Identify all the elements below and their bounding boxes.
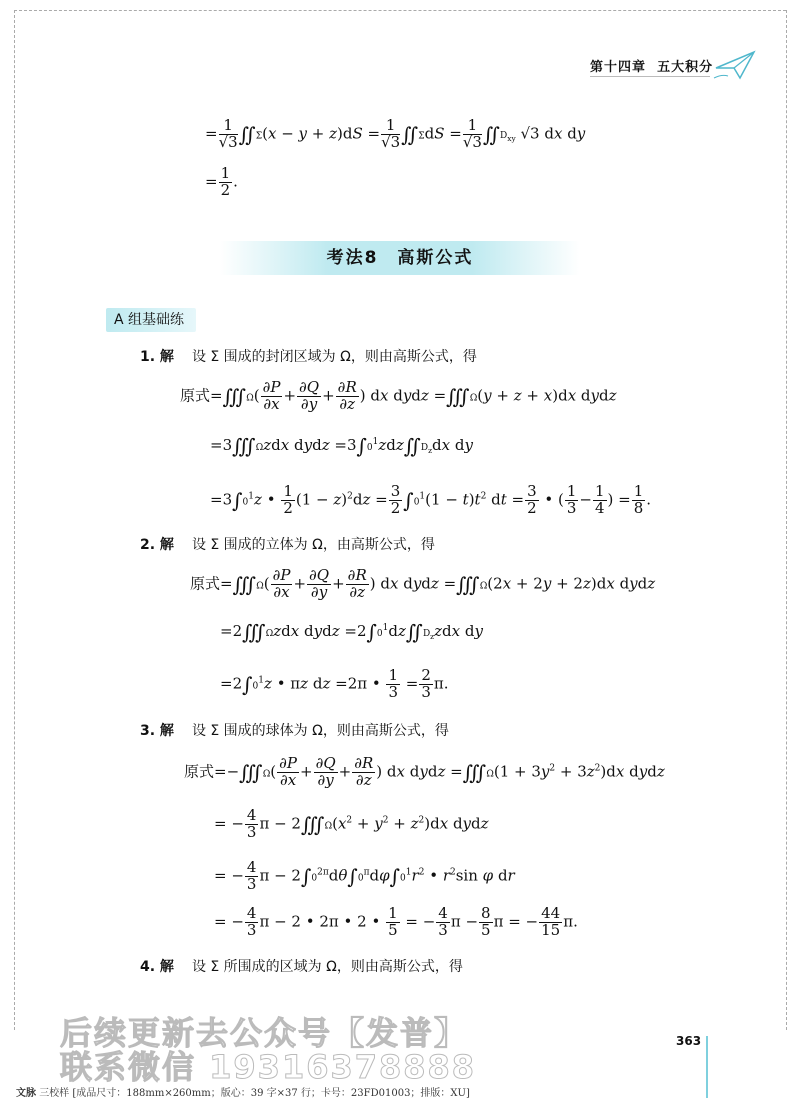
footer-info: 三校样 [成品尺寸：188mm×260mm；版心：39 字×37 行；卡号：23FD01003；排版：XU] xyxy=(39,1088,470,1099)
yuanshi-label: 原式 xyxy=(190,574,221,593)
problem-4-lead xyxy=(140,956,463,976)
problem-2-lead xyxy=(140,534,435,554)
problem-1-lead xyxy=(140,346,477,366)
problem-number: 1. 解 xyxy=(140,349,174,365)
page-border-left xyxy=(14,10,15,1030)
problem-text: 设 Σ 围成的立体为 Ω，由高斯公式，得 xyxy=(191,537,435,553)
section-title: 考法8 高斯公式 xyxy=(326,248,474,268)
problem-3-eq2: = − $\frac{4}{3}$ $\pi - 2∭\Omega(x^2 + y^2 + z^2)dx$ dydz xyxy=(214,806,489,841)
problem-number: 4. 解 xyxy=(140,959,174,975)
problem-3-lead xyxy=(140,720,449,740)
problem-1-eq2: =3∭Ωzdx dydz $=3\int 0^1zdz∬D_zdx$ dy xyxy=(210,434,473,458)
group-label: A 组基础练 xyxy=(106,308,196,332)
chapter-label: 第十四章 xyxy=(590,60,647,75)
page-border-right xyxy=(786,10,787,1030)
problem-2-eq2: =2∭Ωzdx dydz $=2\int 0^1dz∬D_zzdx$ dy xyxy=(220,620,483,644)
watermark-line2: 联系微信 19316378888 xyxy=(60,1048,477,1086)
problem-number: 3. 解 xyxy=(140,723,174,739)
problem-1-eq3: $=3\int 0^1z$ • $\frac{1}{2}$ $(1 - z)^2dz$ = $\frac{3}{2}$ $\int 0^1(1 - t)t^2$ dt = $\frac{3}{2}$ • ( $\frac{1}{3}$ − $\frac{1}{4}$ ) = $\frac{1}{8}$ . xyxy=(210,482,652,517)
problem-3-eq1: 原式=−∭Ω( $\frac{\partial P}{\partial x}$ + $\frac{\partial Q}{\partial y}$ + $\frac{\partial R}{\partial z}$ ) dx dydz =∭Ω(1 + $3y^2 + 3z^2)dx$ dydz xyxy=(184,754,665,789)
yuanshi-label: 原式 xyxy=(184,762,215,781)
problem-1-eq1: 原式=∭Ω( $\frac{\partial P}{\partial x}$ + $\frac{\partial Q}{\partial y}$ + $\frac{\partial R}{\partial z}$ ) dx dydz =∭Ω(y + z + x)dx dydz xyxy=(180,378,617,413)
problem-3-eq4: = − $\frac{4}{3}$ π − 2 • 2π • 2 • $\frac{1}{5}$ = − $\frac{4}{3}$ π − $\frac{8}{5}$ π = − $\frac{44}{15}$ π. xyxy=(214,904,578,939)
problem-number: 2. 解 xyxy=(140,537,174,553)
watermark-line1: 后续更新去公众号【发普】 xyxy=(60,1014,469,1052)
problem-text: 设 Σ 围成的球体为 Ω，则由高斯公式，得 xyxy=(191,723,449,739)
paper-plane-icon xyxy=(712,48,758,84)
header-rule xyxy=(590,76,710,77)
footer xyxy=(16,1084,470,1099)
problem-2-eq3: $=2\int 0^1z$ • πz dz =2π • $\frac{1}{3}$ = $\frac{2}{3}$ π. xyxy=(220,666,449,701)
problem-2-eq1: 原式=∭Ω( $\frac{\partial P}{\partial x}$ + $\frac{\partial Q}{\partial y}$ + $\frac{\partial R}{\partial z}$ ) dx dydz =∭Ω(2x + 2y + 2z)dx dydz xyxy=(190,566,656,601)
page-number: 363 xyxy=(676,1034,702,1048)
problem-text: 设 Σ 围成的封闭区域为 Ω，则由高斯公式，得 xyxy=(191,349,477,365)
continued-equation-line1: = $\frac{1}{√3}$ ∬Σ(x − y + z)dS = $\frac{1}{√3}$ ∬ΣdS = $\frac{1}{√3}$ $∬D_{xy}$ √3 dx dy xyxy=(205,116,586,151)
chapter-title: 五大积分 xyxy=(657,60,714,75)
problem-text: 设 Σ 所围成的区域为 Ω，则由高斯公式，得 xyxy=(191,959,463,975)
running-header xyxy=(590,56,713,75)
footer-brand: 文脉 xyxy=(16,1088,36,1099)
problem-3-eq3: = − $\frac{4}{3}$ $\pi - 2\int 0^{2\pi}d\theta\int 0^\pi d\varphi\int 0^1r^2$ • $r^2\sin$ φ dr xyxy=(214,858,515,893)
continued-equation-line2: = $\frac{1}{2}$ . xyxy=(205,164,238,199)
yuanshi-label: 原式 xyxy=(180,386,211,405)
page-border-top xyxy=(14,10,786,11)
page-number-rule xyxy=(706,1036,708,1098)
